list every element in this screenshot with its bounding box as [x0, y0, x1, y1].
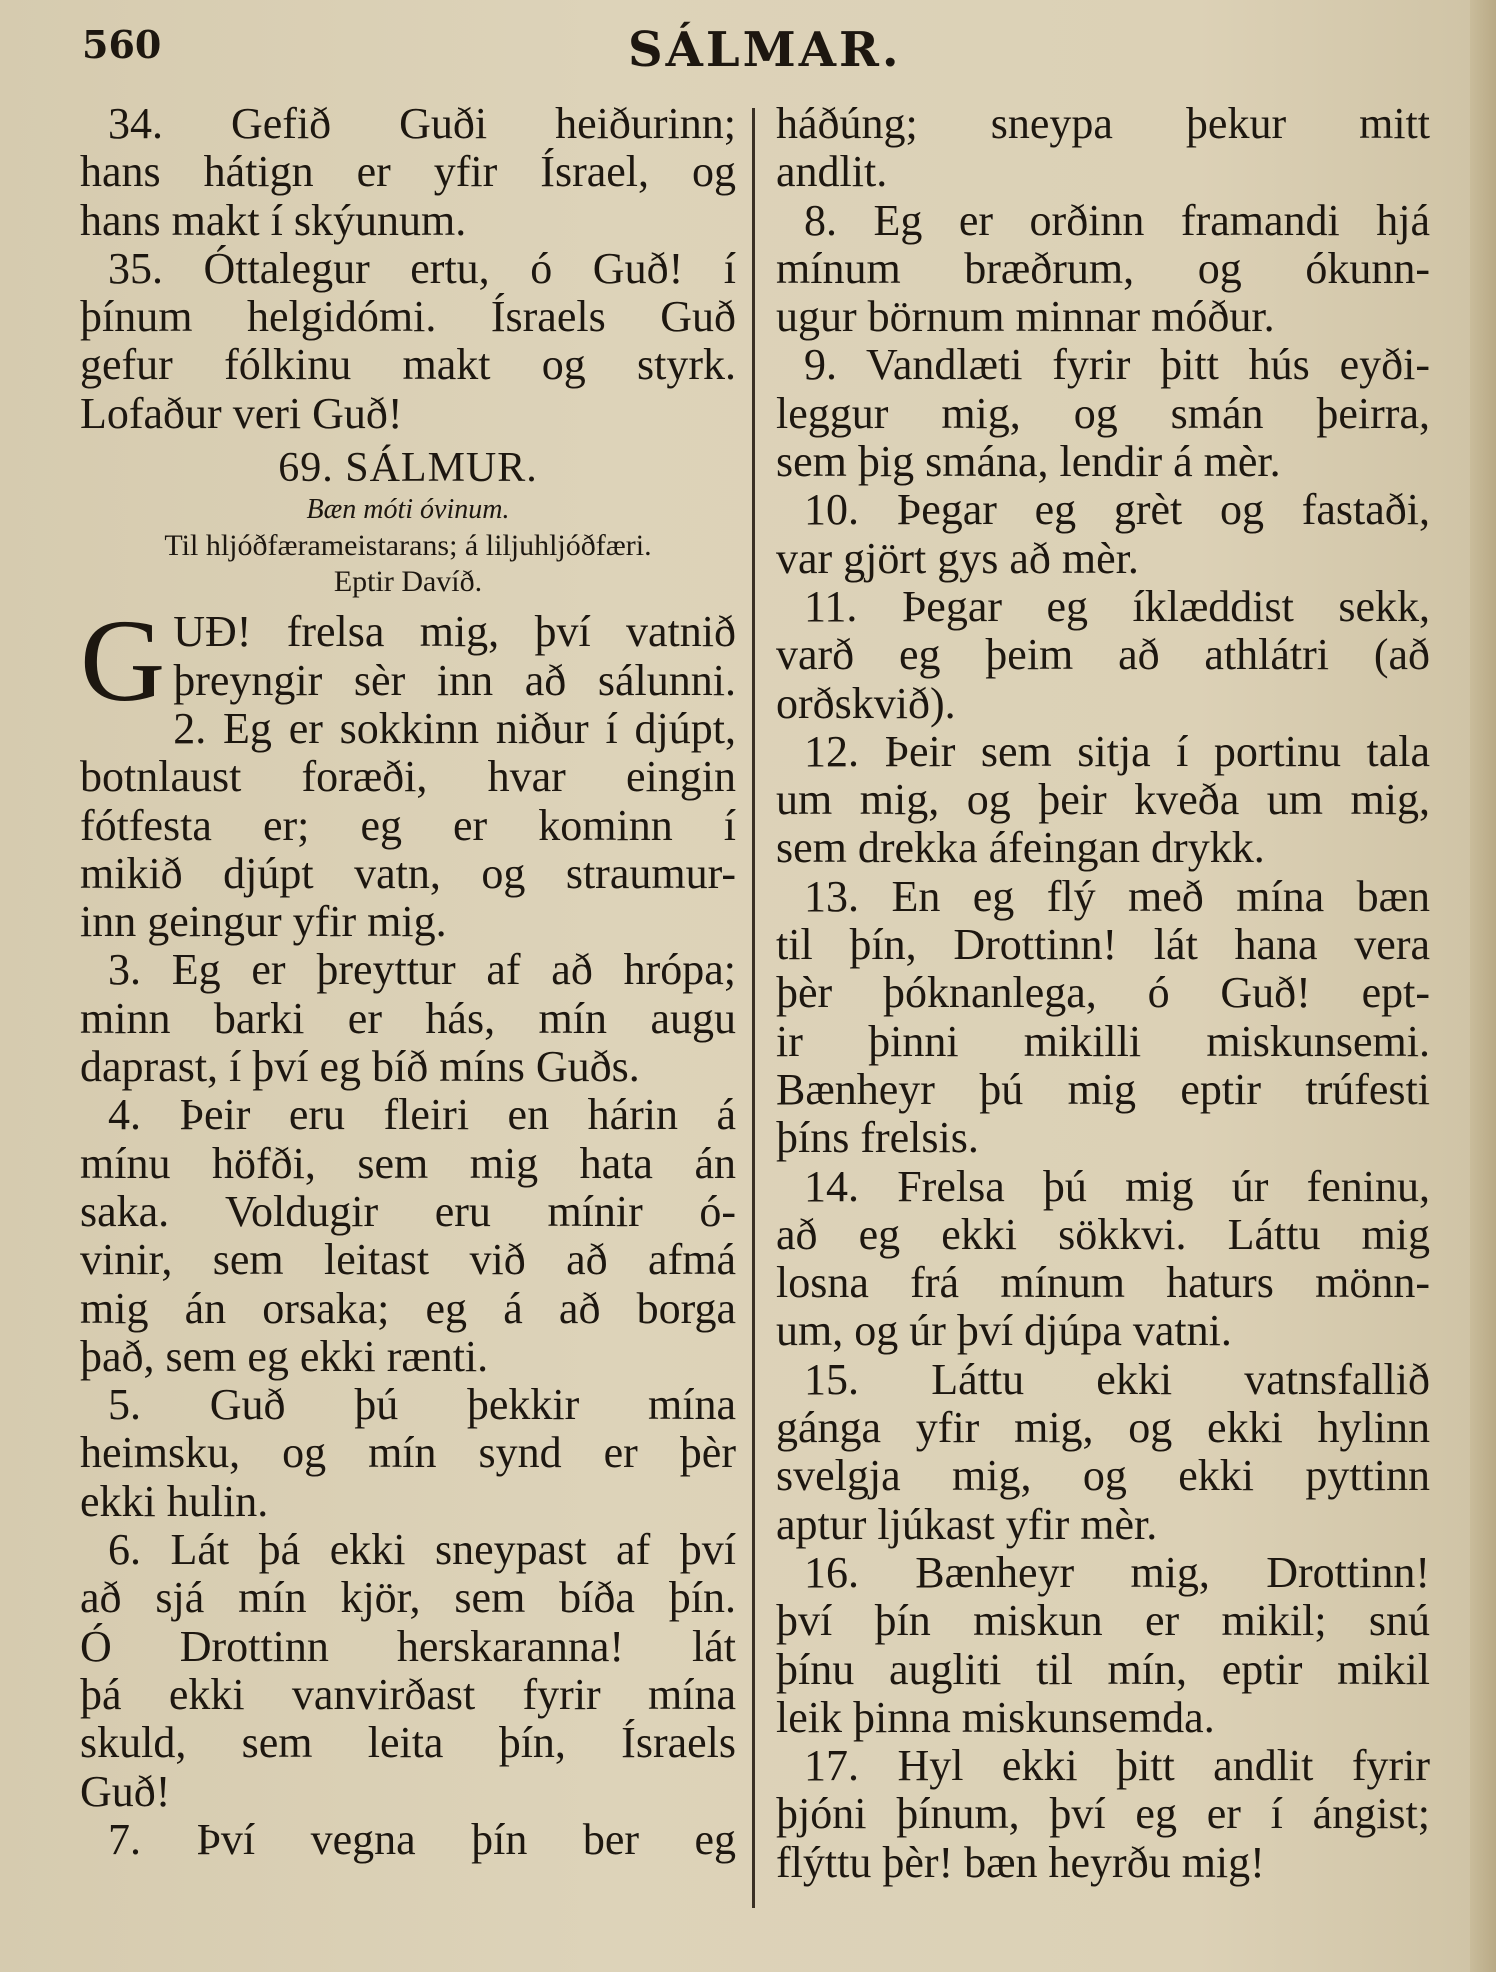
- verse-line: 35. Óttalegur ertu, ó Guð! í: [108, 243, 736, 293]
- verse-line: andlit.: [776, 147, 888, 197]
- verse-line: þá ekki vanvirðast fyrir mína: [80, 1669, 736, 1719]
- verse-line: 17. Hyl ekki þitt andlit fyrir: [804, 1741, 1430, 1791]
- verse-line: 16. Bænheyr mig, Drottinn!: [804, 1547, 1430, 1597]
- verse-line: að eg ekki sökkvi. Láttu mig: [776, 1209, 1430, 1259]
- verse: [776, 1742, 1430, 1887]
- verse-line: 6. Lát þá ekki sneypast af því: [108, 1525, 736, 1575]
- verse: [776, 197, 1430, 342]
- verse-line: 3. Eg er þreyttur af að hrópa;: [108, 945, 736, 995]
- verse-line: daprast, í því eg bíð míns Guðs.: [80, 1042, 640, 1092]
- verse-line: minn barki er hás, mín augu: [80, 993, 736, 1043]
- verse-line: vinir, sem leitast við að afmá: [80, 1235, 736, 1285]
- left-column: [80, 100, 736, 1864]
- verse-line: skuld, sem leita þín, Ísraels: [80, 1718, 736, 1768]
- verse: [80, 1091, 736, 1381]
- verse-line: saka. Voldugir eru mínir ó-: [80, 1186, 736, 1236]
- verse-line: til þín, Drottinn! lát hana vera: [776, 920, 1430, 970]
- verse-line: mínu höfði, sem mig hata án: [80, 1138, 736, 1188]
- verse: [80, 1381, 736, 1526]
- verse: [80, 946, 736, 1091]
- verse-line: orðskvið).: [776, 678, 956, 728]
- left-verses: [80, 705, 736, 1864]
- page-number: 560: [82, 22, 162, 67]
- verse-line: 4. Þeir eru fleiri en hárin á: [108, 1090, 736, 1140]
- verse-line: þjóni þínum, því eg er í ángist;: [776, 1789, 1430, 1839]
- right-column: [776, 100, 1430, 1887]
- psalm-title: 69. SÁLMUR.: [278, 445, 538, 492]
- verse-line: Guð!: [80, 1766, 171, 1816]
- verse-line: aptur ljúkast yfir mèr.: [776, 1499, 1158, 1549]
- verse-line: að sjá mín kjör, sem bíða þín.: [80, 1573, 736, 1623]
- verses-before-psalm: [80, 100, 736, 438]
- first-verse: [80, 595, 736, 727]
- verse-line: það, sem eg ekki rænti.: [80, 1331, 489, 1381]
- verse-line: þíns frelsis.: [776, 1113, 979, 1163]
- verse-line: 11. Þegar eg íklæddist sekk,: [804, 581, 1430, 631]
- psalm-subtitle: Bæn móti óvinum.: [306, 494, 510, 526]
- verse-line: 7. Því vegna þín ber eg: [108, 1814, 736, 1864]
- verse-line: þreyngir sèr inn að sálunni.: [173, 655, 736, 705]
- verse: [80, 100, 736, 245]
- verse-line: mig án orsaka; eg á að borga: [80, 1283, 736, 1333]
- psalm-author: Eptir Davíð.: [333, 565, 483, 599]
- verse-line: var gjört gys að mèr.: [776, 533, 1139, 583]
- verse-line: heimsku, og mín synd er þèr: [80, 1428, 736, 1478]
- verse: [80, 245, 736, 438]
- verse-line: inn geingur yfir mig.: [80, 897, 447, 947]
- verse-line: varð eg þeim að athlátri (að: [776, 630, 1430, 680]
- verse-line: mínum bræðrum, og ókunn-: [776, 243, 1430, 293]
- verse-line: fótfesta er; eg er kominn í: [80, 800, 736, 850]
- verse-line: Bænheyr þú mig eptir trúfesti: [776, 1064, 1430, 1114]
- verse-line: gánga yfir mig, og ekki hylinn: [776, 1403, 1430, 1453]
- psalm-dedication: Til hljóðfærameistarans; á liljuhljóðfæri.: [164, 529, 652, 563]
- verse: [776, 341, 1430, 486]
- verse: [80, 1816, 736, 1864]
- column-divider: [752, 108, 755, 1908]
- verse-line: 8. Eg er orðinn framandi hjá: [804, 195, 1430, 245]
- verse-line: háðúng; sneypa þekur mitt: [776, 99, 1430, 148]
- verse-line: 13. En eg flý með mína bæn: [804, 871, 1430, 921]
- verse-line: sem þig smána, lendir á mèr.: [776, 437, 1281, 487]
- running-title: SÁLMAR.: [628, 22, 902, 78]
- verse-line: þínu augliti til mín, eptir mikil: [776, 1644, 1430, 1694]
- verse: [776, 1356, 1430, 1549]
- verse-line: ir þinni mikilli miskunsemi.: [776, 1016, 1430, 1066]
- verse-line: sem drekka áfeingan drykk.: [776, 823, 1265, 873]
- verse-line: UÐ! frelsa mig, því vatnið: [173, 607, 736, 657]
- verse-line: Lofaður veri Guð!: [80, 388, 403, 438]
- verse-line: losna frá mínum haturs mönn-: [776, 1258, 1430, 1308]
- verse-line: Ó Drottinn herskaranna! lát: [80, 1621, 736, 1671]
- verse: [776, 583, 1430, 728]
- verse: [776, 1549, 1430, 1742]
- adjacent-page-edge: [1470, 0, 1496, 1972]
- verse-line: leik þinna miskunsemda.: [776, 1692, 1215, 1742]
- verse-line: gefur fólkinu makt og styrk.: [80, 340, 736, 390]
- verse: [776, 728, 1430, 873]
- verse-line: um mig, og þeir kveða um mig,: [776, 775, 1430, 825]
- verse-line: svelgja mig, og ekki pyttinn: [776, 1451, 1430, 1501]
- verse: [776, 486, 1430, 583]
- verse-line: 5. Guð þú þekkir mína: [108, 1380, 736, 1430]
- verse-line: um, og úr því djúpa vatni.: [776, 1306, 1232, 1356]
- verse: [776, 1163, 1430, 1356]
- verse-line: hans makt í skýunum.: [80, 195, 467, 245]
- verse-line: botnlaust foræði, hvar eingin: [80, 752, 736, 802]
- right-verses: [776, 100, 1430, 1887]
- verse-line: 15. Láttu ekki vatnsfallið: [804, 1354, 1430, 1404]
- verse: [80, 1526, 736, 1816]
- verse-line: flýttu þèr! bæn heyrðu mig!: [776, 1837, 1265, 1887]
- verse-line: því þín miskun er mikil; snú: [776, 1596, 1430, 1646]
- verse-line: 2. Eg er sokkinn niður í djúpt,: [173, 703, 736, 753]
- verse-line: ugur börnum minnar móður.: [776, 292, 1275, 342]
- verse-line: 12. Þeir sem sitja í portinu tala: [804, 726, 1430, 776]
- verse-line: 10. Þegar eg grèt og fastaði,: [804, 485, 1430, 535]
- verse-line: leggur mig, og smán þeirra,: [776, 388, 1430, 438]
- verse-line: þínum helgidómi. Ísraels Guð: [80, 292, 736, 342]
- verse-line: hans hátign er yfir Ísrael, og: [80, 147, 736, 197]
- verse-line: ekki hulin.: [80, 1476, 269, 1526]
- verse-line: 9. Vandlæti fyrir þitt hús eyði-: [804, 340, 1430, 390]
- verse-line: mikið djúpt vatn, og straumur-: [80, 848, 736, 898]
- verse: [80, 705, 736, 946]
- verse-line: 14. Frelsa þú mig úr feninu,: [804, 1161, 1430, 1211]
- verse-line: þèr þóknanlega, ó Guð! ept-: [776, 968, 1430, 1018]
- verse: [776, 100, 1430, 197]
- verse-line: 34. Gefið Guði heiðurinn;: [108, 99, 736, 148]
- drop-cap: G: [80, 595, 166, 727]
- verse: [776, 873, 1430, 1163]
